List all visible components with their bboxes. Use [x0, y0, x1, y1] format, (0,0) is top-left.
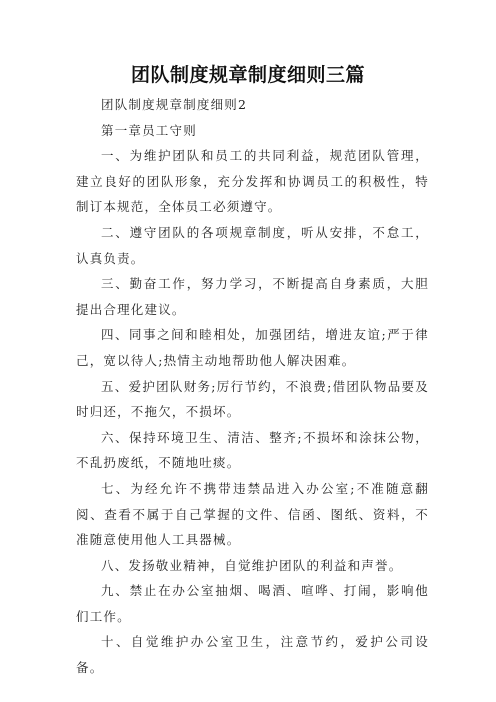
document-body [76, 92, 429, 681]
rule-paragraph-8: 八、发扬敬业精神，自觉维护团队的利益和声誉。 [101, 557, 403, 573]
rule-paragraph-4: 四、同事之间和睦相处，加强团结，增进友谊;严于律己，宽以待人;热情主动地帮助他人解决困难。 [76, 327, 429, 368]
subtitle-paragraph: 团队制度规章制度细则2 [101, 97, 248, 112]
chapter-heading: 第一章员工守则 [101, 122, 197, 138]
rule-paragraph-2: 二、遵守团队的各项规章制度，听从安排，不怠工，认真负责。 [76, 224, 429, 266]
document-title: 团队制度规章制度细则三篇 [130, 64, 365, 86]
rule-paragraph-6: 六、保持环境卫生、清洁、整齐;不损坏和涂抹公物，不乱扔废纸，不随地吐痰。 [76, 429, 429, 471]
rule-paragraph-9: 九、禁止在办公室抽烟、喝酒、喧哗、打闹，影响他们工作。 [76, 583, 429, 624]
rule-paragraph-7: 七、为经允许不携带违禁品进入办公室;不准随意翻阅、查看不属于自己掌握的文件、信函、图纸、资料，不准随意使用他人工具器械。 [76, 480, 429, 548]
rule-paragraph-10: 十、自觉维护办公室卫生，注意节约，爱护公司设备。 [76, 634, 429, 676]
rule-paragraph-1: 一、为维护团队和员工的共同利益，规范团队管理，建立良好的团队形象，充分发挥和协调员工的积极性，特制订本规范，全体员工必须遵守。 [76, 148, 429, 215]
rule-paragraph-3: 三、勤奋工作，努力学习，不断提高自身素质，大胆提出合理化建议。 [76, 276, 429, 317]
rule-paragraph-5: 五、爱护团队财务;厉行节约，不浪费;借团队物品要及时归还，不拖欠，不损坏。 [76, 378, 429, 420]
